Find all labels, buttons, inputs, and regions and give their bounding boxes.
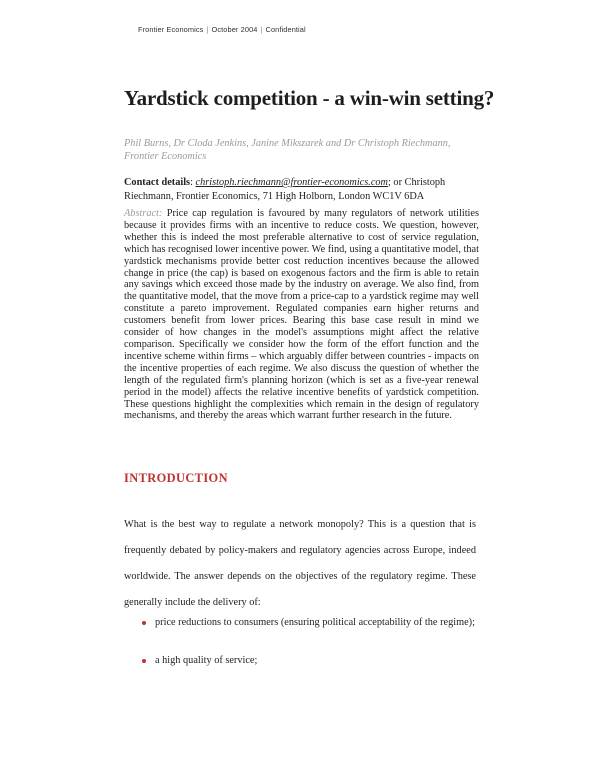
bullet-icon [142,659,146,663]
contact-email-link[interactable]: christoph.riechmann@frontier-economics.com [195,177,388,188]
contact-details [124,176,484,204]
abstract-text: Price cap regulation is favoured by many regulators of network utilities because it provides firms with an incentive to reduce costs. We question, however, whether this is indeed the most preferable alternative to cost of service regulation, which has recognised lower incentive power. We find, using a quantitative model, that yardstick mechanisms provide better cost reduction incentives because the allowed change in price (the cap) is based on exogenous factors and the firm is able to retain any savings which exceed those made by the industry on average. We also find, from the quantitative model, that the move from a price-cap to a yardstick regime may well constitute a pareto improvement. Regulated companies earn higher returns and customers benefit from lower prices. Bearing this base case result in mind we consider of how changes in the model's assumptions might affect the relative comparison. Specifically we consider how the form of the effort function and the incentive scheme within firms – which arguably differ between countries - impacts on the incentive properties of each regime. We also discuss the question of whether the length of the regulated firm's planning horizon (which is set as a five-year renewal period in the model) affects the relative incentive benefits of yardstick competition. These questions highlight the complexities which remain in the design of regulatory mechanisms, and thereby the areas which warrant further research in the future. [124,208,479,422]
list-item-text: price reductions to consumers (ensuring political acceptability of the regime); [155,617,475,628]
list-item-text: a high quality of service; [155,655,258,666]
abstract-label: Abstract: [124,208,163,219]
contact-colon: : [190,177,196,188]
contact-address: ; or Christoph Riechmann, Frontier Economics, 71 High Holborn, London WC1V 6DA [124,177,446,202]
abstract [124,208,479,422]
header-date: October 2004 [211,25,258,34]
header-separator: | [206,25,209,34]
running-header [138,25,306,34]
intro-paragraph: What is the best way to regulate a network monopoly? This is a question that is frequently debated by policy-makers and regulatory agencies across Europe, indeed worldwide. The answer depends on the objectives of the regulatory regime. These generally include the delivery of: [124,519,476,608]
contact-label: Contact details [124,177,191,188]
header-separator: | [260,25,263,34]
paper-title: Yardstick competition - a win-win setting? [124,86,495,110]
list-item [138,610,476,636]
header-org: Frontier Economics [138,25,204,34]
bullet-icon [142,621,146,625]
header-status: Confidential [265,25,306,34]
author-list: Phil Burns, Dr Cloda Jenkins, Janine Mikszarek and Dr Christoph Riechmann, Frontier Economics [124,138,451,162]
objectives-list [138,610,476,674]
section-heading-introduction: INTRODUCTION [124,471,228,485]
list-item [138,648,476,674]
